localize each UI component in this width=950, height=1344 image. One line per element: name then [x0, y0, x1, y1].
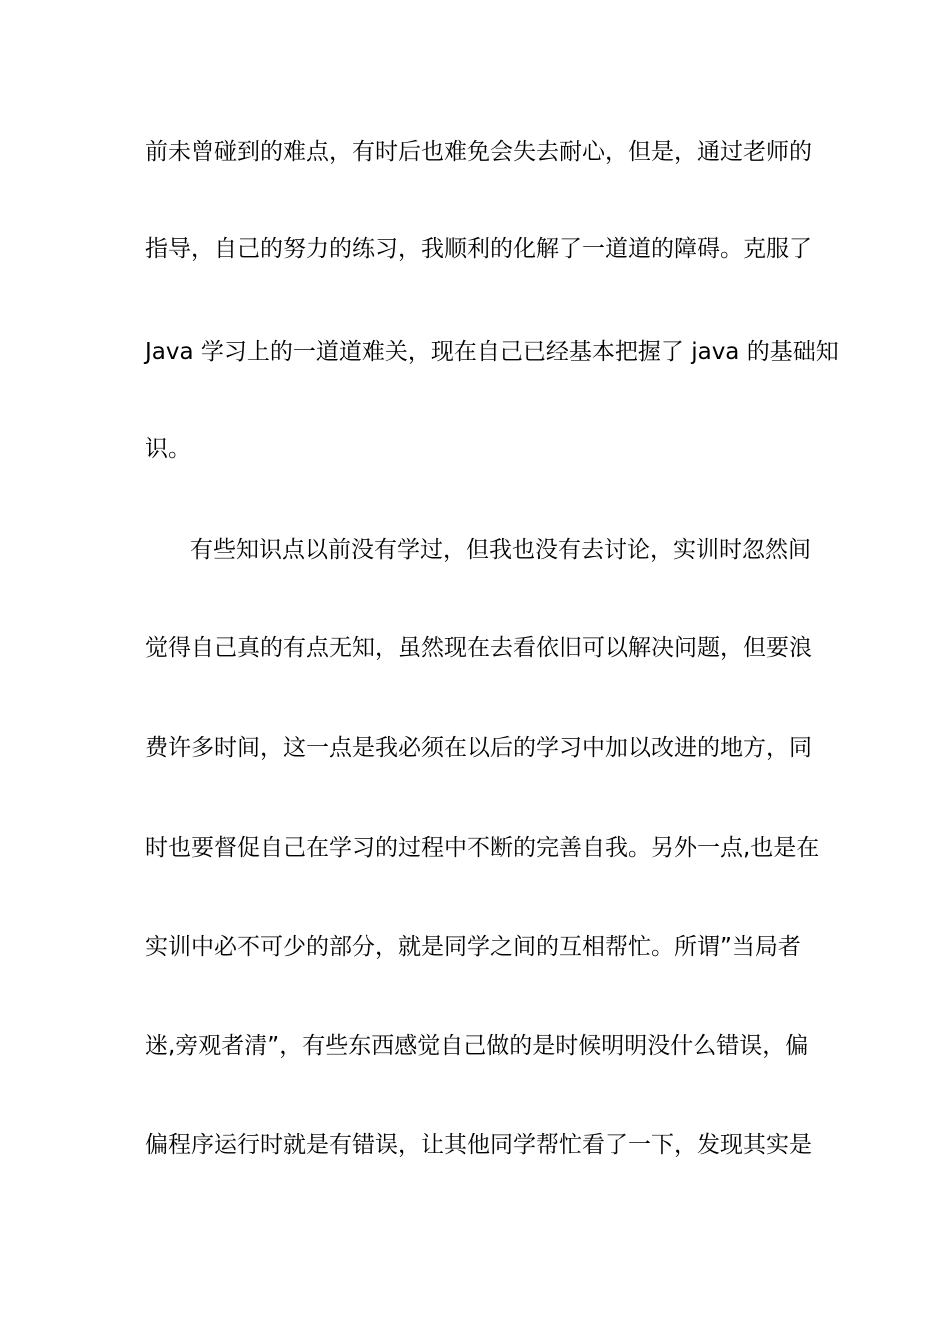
- text-line: 前未曾碰到的难点，有时后也难免会失去耐心，但是，通过老师的: [145, 139, 812, 165]
- text-line: Java 学习上的一道道难关，现在自己已经基本把握了 java 的基础知: [145, 339, 839, 365]
- text-line: 识。: [145, 436, 191, 462]
- text-line: 迷,旁观者清”，有些东西感觉自己做的是时候明明没什么错误，偏: [145, 1033, 809, 1059]
- text-line: 实训中必不可少的部分，就是同学之间的互相帮忙。所谓”当局者: [145, 934, 801, 960]
- text-line: 时也要督促自己在学习的过程中不断的完善自我。另外一点,也是在: [145, 835, 820, 861]
- text-line: 指导，自己的努力的练习，我顺利的化解了一道道的障碍。克服了: [145, 236, 812, 262]
- text-line: 费许多时间，这一点是我必须在以后的学习中加以改进的地方，同: [145, 735, 812, 761]
- paragraph-first-line: 有些知识点以前没有学过，但我也没有去讨论，实训时忽然间: [190, 537, 811, 563]
- text-line: 觉得自己真的有点无知，虽然现在去看依旧可以解决问题，但要浪: [145, 635, 812, 661]
- text-line: 偏程序运行时就是有错误，让其他同学帮忙看了一下，发现其实是: [145, 1132, 812, 1158]
